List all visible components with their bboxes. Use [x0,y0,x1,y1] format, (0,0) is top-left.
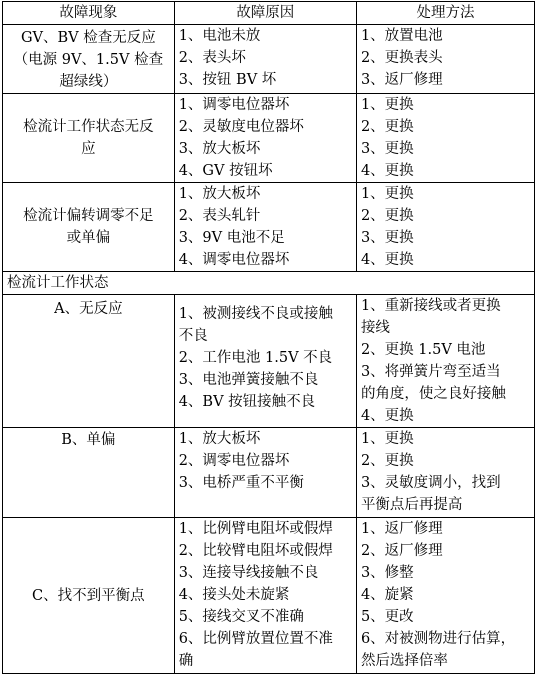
cause-line: 确 [178,653,194,669]
remedy-line: 2、更换表头 [360,50,443,66]
remedy-line: 接线 [360,320,390,336]
section-title: 检流计工作状态 [3,272,535,295]
cause-cell [174,25,356,94]
remedy-cell [356,518,534,674]
remedy-cell [356,183,534,272]
remedy-line: 3、更换 [360,230,414,246]
cause-line: 2、灵敏度电位器坏 [178,119,304,135]
symptom-line: （电源 9V、1.5V 检查 [13,52,164,68]
cause-cell [174,428,356,518]
symptom-line: 或单偏 [66,230,111,246]
cause-cell [174,183,356,272]
remedy-line: 4、更换 [360,408,414,424]
symptom-cell [3,94,175,183]
cause-line: 4、接头处未旋紧 [178,587,290,603]
cause-cell [174,518,356,674]
cause-line: 2、比较臂电阻坏或假焊 [178,543,333,559]
remedy-line: 平衡点后再提高 [360,497,463,513]
remedy-cell [356,428,534,518]
remedy-line: 3、将弹簧片弯至适当 [360,364,501,380]
remedy-line: 的角度，使之良好接触 [360,386,506,402]
cause-line: 1、电池未放 [178,28,261,44]
cause-line: 3、电桥严重不平衡 [178,475,304,491]
remedy-line: 1、更换 [360,186,414,202]
header-row [3,2,535,25]
header-cause: 故障原因 [174,2,356,25]
cause-line: 1、调零电位器坏 [178,97,290,113]
remedy-cell [356,25,534,94]
cause-line: 1、放大板坏 [178,431,261,447]
symptom-cell: A、无反应 [3,295,175,428]
cause-line: 4、GV 按钮坏 [178,163,273,179]
table-row [3,94,535,183]
remedy-line: 2、更换 [360,208,414,224]
cause-line: 3、放大板坏 [178,141,261,157]
remedy-line: 3、返厂修理 [360,72,443,88]
remedy-line: 1、更换 [360,97,414,113]
remedy-line: 2、返厂修理 [360,543,443,559]
cause-line: 2、表头坏 [178,50,246,66]
symptom-line: 检流计工作状态无反 [23,119,154,135]
cause-line: 4、调零电位器坏 [178,252,290,268]
remedy-line: 2、更换 [360,453,414,469]
symptom-cell [3,183,175,272]
cause-cell [174,295,356,428]
remedy-cell [356,295,534,428]
cause-line: 2、调零电位器坏 [178,453,290,469]
symptom-line: 检流计偏转调零不足 [23,208,154,224]
cause-line: 1、被测接线不良或接触 [178,306,333,322]
remedy-line: 4、更换 [360,163,414,179]
remedy-line: 然后选择倍率 [360,653,448,669]
cause-line: 3、9V 电池不足 [178,230,285,246]
remedy-line: 1、返厂修理 [360,521,443,537]
remedy-line: 1、放置电池 [360,28,443,44]
fault-table [2,1,535,674]
symptom-cell: C、找不到平衡点 [3,518,175,674]
cause-line: 3、按钮 BV 坏 [178,72,277,88]
remedy-line: 6、对被测物进行估算， [360,631,516,647]
cause-line: 2、工作电池 1.5V 不良 [178,350,333,366]
remedy-line: 1、重新接线或者更换 [360,298,501,314]
cause-line: 3、电池弹簧接触不良 [178,372,319,388]
cause-cell [174,94,356,183]
table-row [3,518,535,674]
remedy-line: 4、旋紧 [360,587,414,603]
remedy-line: 3、更换 [360,141,414,157]
section-row [3,272,535,295]
symptom-cell: B、单偏 [3,428,175,518]
symptom-line: 应 [81,141,96,157]
remedy-line: 3、修整 [360,565,414,581]
header-symptom: 故障现象 [3,2,175,25]
remedy-line: 5、更改 [360,609,414,625]
symptom-line: GV、BV 检查无反应 [20,30,156,46]
cause-line: 1、比例臂电阻坏或假焊 [178,521,333,537]
cause-line: 2、表头轧针 [178,208,261,224]
cause-line: 4、BV 按钮接触不良 [178,394,316,410]
table-row [3,295,535,428]
cause-line: 不良 [178,328,208,344]
remedy-cell [356,94,534,183]
remedy-line: 4、更换 [360,252,414,268]
symptom-line: 超绿线） [59,74,118,90]
remedy-line: 2、更换 1.5V 电池 [360,342,486,358]
table-row [3,183,535,272]
cause-line: 1、放大板坏 [178,186,261,202]
remedy-line: 2、更换 [360,119,414,135]
cause-line: 3、连接导线接触不良 [178,565,319,581]
cause-line: 6、比例臂放置位置不准 [178,631,333,647]
table-row [3,25,535,94]
table-row [3,428,535,518]
cause-line: 5、接线交叉不准确 [178,609,304,625]
header-remedy: 处理方法 [356,2,534,25]
remedy-line: 3、灵敏度调小，找到 [360,475,501,491]
remedy-line: 1、更换 [360,431,414,447]
symptom-cell [3,25,175,94]
